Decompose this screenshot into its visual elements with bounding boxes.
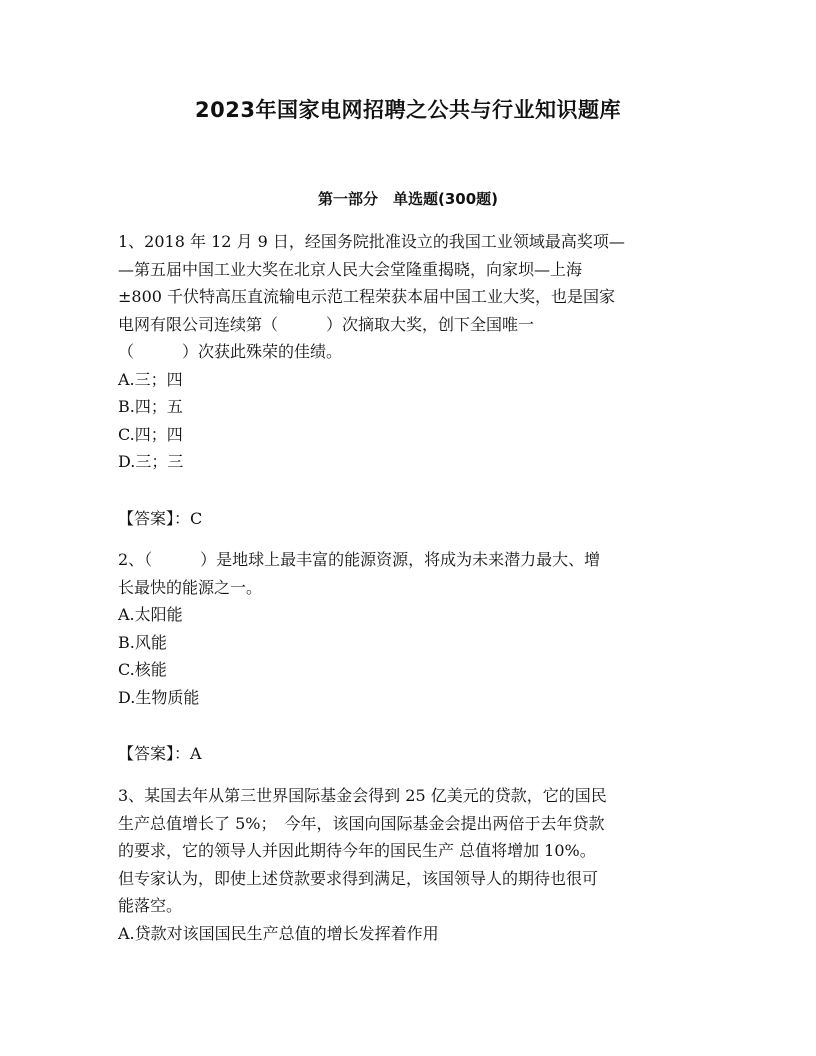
option-c: C.四；四 bbox=[118, 424, 183, 444]
document-title: 2023年国家电网招聘之公共与行业知识题库 bbox=[195, 98, 621, 122]
question-stem-line: 但专家认为，即使上述贷款要求得到满足，该国领导人的期待也很可 bbox=[118, 868, 599, 888]
question-stem-line: 1、2018 年 12 月 9 日，经国务院批准设立的我国工业领域最高奖项— bbox=[118, 232, 625, 251]
option-d: D.生物质能 bbox=[118, 687, 200, 707]
option-a: A.贷款对该国国民生产总值的增长发挥着作用 bbox=[118, 923, 439, 943]
question-stem-line: 电网有限公司连续第（ ）次摘取大奖，创下全国唯一 bbox=[118, 314, 535, 334]
question-3 bbox=[118, 782, 698, 947]
question-stem-line: ±800 千伏特高压直流输电示范工程荣获本届中国工业大奖，也是国家 bbox=[118, 287, 616, 306]
question-stem-line: 的要求，它的领导人并因此期待今年的国民生产 总值将增加 10%。 bbox=[118, 841, 596, 860]
question-stem-line: （ ）次获此殊荣的佳绩。 bbox=[118, 342, 343, 361]
question-stem-line: 能落空。 bbox=[118, 896, 183, 915]
answer-2: 【答案】：A bbox=[118, 744, 202, 763]
option-b: B.四；五 bbox=[118, 397, 183, 416]
option-b: B.风能 bbox=[118, 632, 167, 652]
question-2 bbox=[118, 546, 698, 711]
question-stem-line: 长最快的能源之一。 bbox=[118, 577, 263, 597]
section-title: 第一部分 单选题(300题) bbox=[317, 190, 499, 208]
question-stem-line: 生产总值增长了 5%； 今年，该国向国际基金会提出两倍于去年贷款 bbox=[118, 813, 605, 833]
option-d: D.三；三 bbox=[118, 452, 184, 471]
option-a: A.太阳能 bbox=[118, 605, 183, 624]
option-c: C.核能 bbox=[118, 660, 167, 679]
question-stem-line: —第五届中国工业大奖在北京人民大会堂隆重揭晓，向家坝—上海 bbox=[118, 259, 583, 279]
option-a: A.三；四 bbox=[118, 369, 183, 389]
question-stem-line: 3、某国去年从第三世界国际基金会得到 25 亿美元的贷款，它的国民 bbox=[118, 786, 607, 805]
question-stem-line: 2、（ ）是地球上最丰富的能源资源，将成为未来潜力最大、增 bbox=[118, 550, 601, 569]
question-1 bbox=[118, 228, 698, 476]
answer-1: 【答案】：C bbox=[118, 509, 203, 528]
